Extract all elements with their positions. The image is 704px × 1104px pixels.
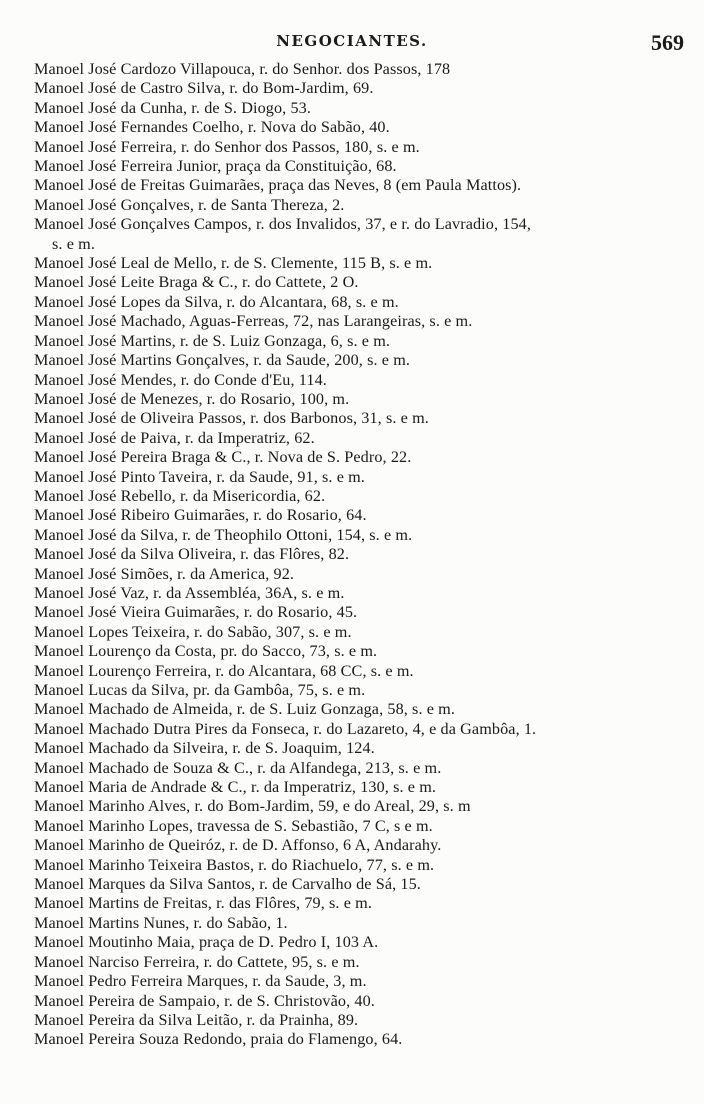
entry-text: Manoel José de Oliveira Passos, r. dos Barbonos, 31, s. e m. [34,409,429,428]
list-item [34,118,694,137]
entry-text: Manoel José Ferreira Junior, praça da Constituição, 68. [34,157,397,176]
entry-text: Manoel Narciso Ferreira, r. do Cattete, 95, s. e m. [34,952,360,971]
entry-text: Manoel José Gonçalves Campos, r. dos Invalidos, 37, e r. do Lavradio, 154, [34,215,531,234]
list-item [34,797,694,816]
list-item [34,817,694,836]
list-item [34,176,694,195]
entry-text: Manoel José Ribeiro Guimarães, r. do Rosario, 64. [34,506,367,525]
list-item [34,953,694,972]
list-item [34,545,694,564]
entry-text: Manoel Machado de Almeida, r. de S. Luiz Gonzaga, 58, s. e m. [34,700,456,719]
list-item [34,642,694,661]
list-item [34,720,694,739]
entry-text: Manoel Lourenço Ferreira, r. do Alcantara, 68 CC, s. e m. [34,661,414,680]
list-item [34,933,694,952]
list-item [34,99,694,118]
list-item [34,914,694,933]
entry-text: Manoel Machado de Souza & C., r. da Alfandega, 213, s. e m. [34,758,442,777]
list-item [34,992,694,1011]
list-item [34,506,694,525]
entry-text: Manoel Pereira de Sampaio, r. de S. Christovão, 40. [34,991,375,1010]
entry-text: Manoel José Gonçalves, r. de Santa Thereza, 2. [34,195,345,214]
entry-text: Manoel Maria de Andrade & C., r. da Imperatriz, 130, s. e m. [34,778,437,797]
list-item [34,603,694,622]
list-item [34,739,694,758]
list-item [34,196,694,215]
list-item [34,700,694,719]
entry-text: Manoel Pereira Souza Redondo, praia do Flamengo, 64. [34,1030,403,1049]
list-item [34,371,694,390]
entry-text: Manoel José Leite Braga & C., r. do Cattete, 2 O. [34,273,359,292]
list-item [34,138,694,157]
page-title: NEGOCIANTES. [276,32,428,50]
list-item [34,623,694,642]
entry-text: Manoel Pedro Ferreira Marques, r. da Saude, 3, m. [34,972,367,991]
list-item [34,1030,694,1049]
list-item [34,254,694,273]
page-number: 569 [651,30,684,55]
entry-text: Manoel José Simões, r. da America, 92. [34,564,295,583]
list-item [34,448,694,467]
list-item [34,836,694,855]
entry-text: Manoel José Lopes da Silva, r. do Alcantara, 68, s. e m. [34,292,399,311]
list-item [34,60,694,79]
entry-text: Manoel José da Silva Oliveira, r. das Flôres, 82. [34,545,350,564]
entry-text: Manoel José Machado, Aguas-Ferreas, 72, nas Larangeiras, s. e m. [34,312,473,331]
entry-text: Manoel Marques da Silva Santos, r. de Carvalho de Sá, 15. [34,875,421,894]
entry-text: Manoel José de Castro Silva, r. do Bom-Jardim, 69. [34,79,374,98]
list-item [34,293,694,312]
list-item [34,875,694,894]
merchant-list [34,60,694,1050]
entry-text: Manoel José da Silva, r. de Theophilo Ottoni, 154, s. e m. [34,525,413,544]
entry-text: Manoel José de Paiva, r. da Imperatriz, 62. [34,428,315,447]
list-item [34,662,694,681]
entry-text: Manoel José Pereira Braga & C., r. Nova de S. Pedro, 22. [34,448,412,467]
list-item [34,856,694,875]
entry-text: Manoel Marinho Alves, r. do Bom-Jardim, 59, e do Areal, 29, s. m [34,797,471,816]
list-item [34,429,694,448]
list-item [34,468,694,487]
entry-text: Manoel Martins de Freitas, r. das Flôres, 79, s. e m. [34,894,372,913]
entry-text: Manoel José Martins Gonçalves, r. da Saude, 200, s. e m. [34,351,411,370]
entry-text: Manoel Marinho de Queiróz, r. de D. Affonso, 6 A, Andarahy. [34,836,442,855]
entry-text: Manoel José Martins, r. de S. Luiz Gonzaga, 6, s. e m. [34,331,391,350]
entry-text: Manoel Machado da Silveira, r. de S. Joaquim, 124. [34,739,375,758]
entry-text: Manoel Marinho Lopes, travessa de S. Sebastião, 7 C, s e m. [34,816,433,835]
entry-text: Manoel José Ferreira, r. do Senhor dos Passos, 180, s. e m. [34,137,420,156]
list-item [34,157,694,176]
entry-text: Manoel Lourenço da Costa, pr. do Sacco, 73, s. e m. [34,642,378,661]
list-item [34,487,694,506]
list-item [34,778,694,797]
list-item [34,409,694,428]
entry-text: Manoel José Cardozo Villapouca, r. do Senhor. dos Passos, 178 [34,60,451,78]
list-item [34,565,694,584]
list-item [34,332,694,351]
list-item [34,215,694,254]
entry-text: Manoel José Fernandes Coelho, r. Nova do Sabão, 40. [34,118,390,137]
entry-text: Manoel Pereira da Silva Leitão, r. da Prainha, 89. [34,1010,359,1029]
list-item [34,972,694,991]
entry-text: Manoel José Vaz, r. da Assembléa, 36A, s. e m. [34,583,345,602]
entry-text: Manoel José Pinto Taveira, r. da Saude, 91, s. e m. [34,467,365,486]
list-item [34,273,694,292]
entry-text: Manoel Martins Nunes, r. do Sabão, 1. [34,913,288,932]
entry-text: Manoel José de Freitas Guimarães, praça das Neves, 8 (em Paula Mattos). [34,176,522,195]
entry-text: Manoel José Mendes, r. do Conde d'Eu, 114. [34,370,327,389]
entry-text: Manoel José Rebello, r. da Misericordia, 62. [34,486,326,505]
list-item [34,390,694,409]
entry-text: Manoel Marinho Teixeira Bastos, r. do Riachuelo, 77, s. e m. [34,855,435,874]
entry-text: Manoel Moutinho Maia, praça de D. Pedro I, 103 A. [34,933,379,952]
list-item [34,894,694,913]
entry-text: Manoel José da Cunha, r. de S. Diogo, 53. [34,98,312,117]
list-item [34,681,694,700]
entry-text: Manoel Lucas da Silva, pr. da Gambôa, 75, s. e m. [34,681,366,699]
entry-text: Manoel Lopes Teixeira, r. do Sabão, 307, s. e m. [34,622,352,641]
list-item [34,1011,694,1030]
list-item [34,759,694,778]
page-header [0,24,704,64]
list-item [34,351,694,370]
entry-text: Manoel Machado Dutra Pires da Fonseca, r. do Lazareto, 4, e da Gambôa, 1. [34,719,537,738]
list-item [34,79,694,98]
entry-text: Manoel José de Menezes, r. do Rosario, 100, m. [34,389,350,408]
entry-text: Manoel José Vieira Guimarães, r. do Rosario, 45. [34,603,358,622]
entry-text: Manoel José Leal de Mello, r. de S. Clemente, 115 B, s. e m. [34,254,433,273]
list-item [34,312,694,331]
list-item [34,526,694,545]
list-item [34,584,694,603]
entry-continuation: s. e m. [52,234,95,253]
